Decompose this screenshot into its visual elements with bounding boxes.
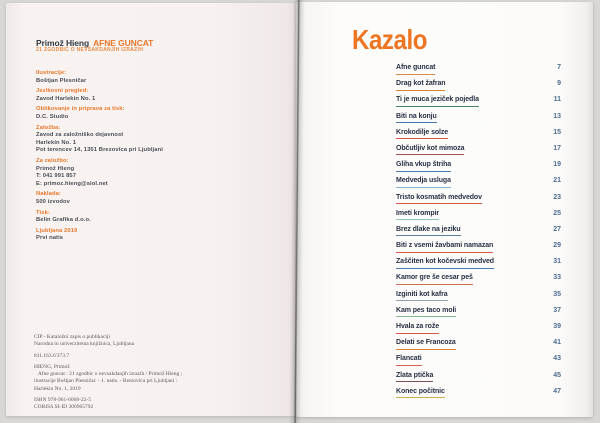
- toc-entry-label: Ti je muca jeziček pojedla: [396, 96, 479, 107]
- toc-title: Kazalo: [352, 24, 428, 55]
- cip-line: ISBN 978-961-6008-22-5: [34, 397, 91, 404]
- toc-entry-page: 45: [553, 371, 561, 379]
- toc-entry-label: Kam pes taco moli: [396, 307, 456, 318]
- colophon-label: Jezikovni pregled:: [36, 88, 89, 95]
- toc-entry-label: Biti z vsemi žavbami namazan: [396, 242, 493, 253]
- colophon-label: Ljubljana 2019: [36, 227, 78, 234]
- toc-entry: [396, 129, 561, 145]
- colophon-section: [36, 70, 266, 85]
- cip-record-block: [34, 334, 284, 411]
- colophon-value: Boštjan Plesničar: [36, 77, 87, 84]
- cip-line: CIP - Kataložni zapis o publikaciji: [34, 334, 111, 340]
- book-title: AFNE GUNCAT: [93, 38, 154, 48]
- colophon-value: D.C. Studio: [36, 113, 69, 120]
- toc-entry: [396, 242, 561, 258]
- toc-entry: [396, 258, 561, 274]
- left-page: [6, 3, 296, 416]
- toc-entry: [396, 323, 561, 339]
- colophon-value: T: 041 991 857: [36, 173, 77, 180]
- colophon-value: Pot terencev 14, 1351 Brezovica pri Ljubljani: [36, 147, 163, 154]
- toc-entry-page: 41: [553, 339, 561, 347]
- book-author: Primož Hieng: [36, 38, 90, 48]
- toc-entry: [396, 372, 561, 388]
- toc-entry: [396, 194, 561, 210]
- cip-line: 811.163.6'373.7: [34, 352, 70, 359]
- toc-entry-label: Izginiti kot kafra: [396, 291, 448, 302]
- cip-line: ilustracije Boštjan Plesničar. - 1. natis. - Brezovica pri Ljubljani :: [34, 378, 178, 385]
- toc-entry: [396, 210, 561, 226]
- colophon-value: Primož Hieng: [36, 165, 75, 172]
- toc-entry: [396, 307, 561, 323]
- cip-line: HIENG, Primož: [34, 364, 70, 371]
- colophon-section: [36, 106, 266, 121]
- toc-entry-label: Zlata ptička: [396, 372, 433, 383]
- colophon-value: Zavod Harlekin No. 1: [36, 95, 96, 102]
- colophon-value: E: primoz.hieng@siol.net: [36, 180, 108, 187]
- toc-entry-label: Konec počitnic: [396, 388, 445, 399]
- colophon-value: 500 izvodov: [36, 198, 70, 205]
- toc-entry: [396, 64, 561, 80]
- toc-entry: [396, 226, 561, 242]
- toc-entry-label: Flancati: [396, 355, 422, 366]
- toc-entry-label: Občutljiv kot mimoza: [396, 145, 464, 156]
- toc-entry-label: Delati se Francoza: [396, 339, 456, 350]
- colophon-label: Oblikovanje in priprava za tisk:: [36, 106, 125, 113]
- toc-entry-page: 7: [557, 64, 561, 71]
- toc-entry-page: 27: [553, 225, 561, 233]
- toc-entry-page: 37: [553, 306, 561, 314]
- toc-entry: [396, 355, 561, 371]
- toc-entry-page: 35: [553, 290, 561, 298]
- toc-entry-page: 31: [553, 258, 561, 266]
- colophon-section: [36, 210, 266, 225]
- cip-line: Narodna in univerzitetna knjižnica, Ljubljana: [34, 341, 135, 348]
- colophon-section: [36, 88, 266, 103]
- toc-entry-label: Biti na konju: [396, 113, 437, 124]
- toc-entry-page: 11: [553, 96, 561, 104]
- toc-entry: [396, 113, 561, 129]
- toc-entry-page: 29: [553, 242, 561, 250]
- colophon-label: Založba:: [36, 124, 61, 131]
- cip-line: Afne guncat : 21 zgodbic o nevsakdanjih izrazih / Primož Hieng ;: [34, 371, 183, 378]
- toc-entry-label: Brez dlake na jeziku: [396, 226, 461, 237]
- toc-entry: [396, 291, 561, 307]
- toc-entry-label: Imeti krompir: [396, 210, 439, 221]
- toc-entry-page: 43: [553, 355, 561, 363]
- toc-entry-page: 21: [553, 177, 561, 185]
- toc-entry-page: 23: [553, 193, 561, 201]
- toc-entry-page: 15: [553, 128, 561, 136]
- toc-entry: [396, 80, 561, 96]
- toc-entry-label: Krokodilje solze: [396, 129, 448, 140]
- colophon-section: [36, 228, 266, 243]
- cip-line: Harlekin No. 1, 2019: [34, 385, 81, 392]
- colophon-section: [36, 125, 266, 155]
- toc-entry: [396, 339, 561, 355]
- toc-entry-page: 33: [553, 274, 561, 282]
- colophon-label: Ilustracije:: [36, 70, 67, 76]
- book-subtitle: 21 ZGODBIC O NEVSAKDANJIH IZRAZIH: [36, 47, 144, 53]
- toc-entry: [396, 388, 561, 404]
- colophon-value: Belin Grafika d.o.o.: [36, 217, 91, 224]
- toc-entry-label: Gliha vkup štriha: [396, 161, 451, 172]
- colophon-value: Zavod za založniško dejavnost: [36, 132, 124, 139]
- toc-entry-label: Medvedja usluga: [396, 177, 451, 188]
- toc-entry-label: Kamor gre še cesar peš: [396, 274, 473, 285]
- colophon-block: [36, 70, 266, 246]
- colophon-label: Za založbo:: [36, 157, 69, 164]
- toc-entry-page: 17: [553, 144, 561, 152]
- colophon-label: Tisk:: [36, 209, 50, 216]
- toc-entry: [396, 145, 561, 161]
- toc-entry-label: Hvala za rože: [396, 323, 439, 334]
- table-of-contents: [396, 64, 561, 404]
- toc-entry-page: 19: [553, 161, 561, 169]
- toc-entry-label: Drag kot žafran: [396, 80, 445, 91]
- toc-entry-label: Afne guncat: [396, 64, 435, 75]
- colophon-section: [36, 191, 266, 206]
- toc-entry-page: 13: [553, 112, 561, 120]
- toc-entry-page: 47: [553, 387, 561, 395]
- colophon-section: [36, 158, 266, 188]
- toc-entry-page: 25: [553, 209, 561, 217]
- toc-entry: [396, 161, 561, 177]
- right-page: [296, 2, 593, 417]
- toc-entry-label: Zaščiten kot kočevski medved: [396, 258, 494, 269]
- colophon-value: Prvi natis: [36, 235, 64, 242]
- colophon-value: Harlekin No. 1: [36, 139, 77, 146]
- toc-entry: [396, 274, 561, 290]
- colophon-label: Naklada:: [36, 191, 61, 198]
- cip-line: COBISS.SI-ID 300965792: [34, 404, 94, 411]
- toc-entry-label: Tristo kosmatih medvedov: [396, 194, 482, 205]
- toc-entry: [396, 96, 561, 112]
- toc-entry-page: 39: [553, 323, 561, 330]
- toc-entry-page: 9: [557, 80, 561, 88]
- toc-entry: [396, 177, 561, 193]
